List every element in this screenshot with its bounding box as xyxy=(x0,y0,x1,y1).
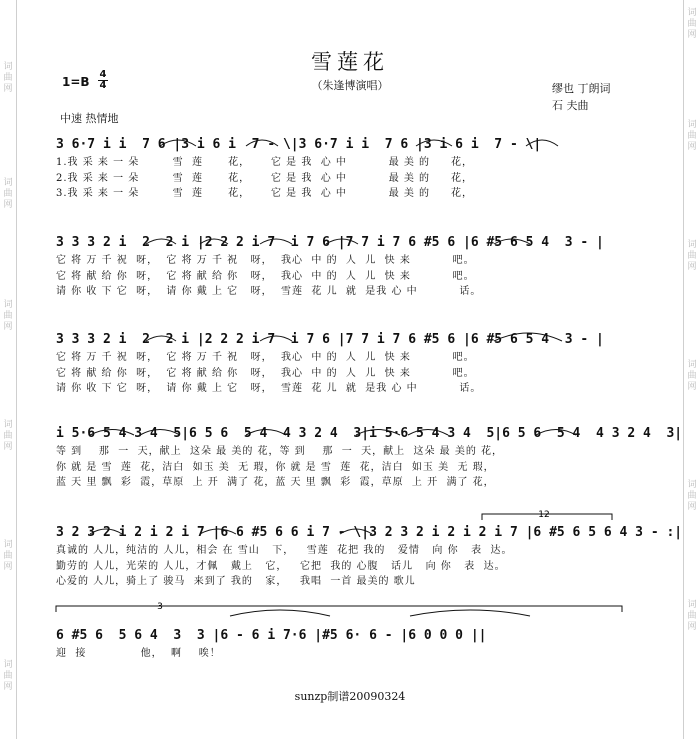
notation-line: 3 3 3 2 i 2 2 i |2 2 2 i 7 i 7 6 |7 7 i 7 6 #5 6 |6 #5 6 5 4 3 - | xyxy=(56,332,604,347)
watermark: 词曲网 xyxy=(687,600,697,632)
watermark: 词曲网 xyxy=(687,240,697,272)
lyric-line: 2.我 采 来 一 朵 雪 莲 花， 它 是 我 心 中 最 美 的 花， xyxy=(56,172,473,184)
notation-line: 3 3 3 2 i 2 2 i |2 2 2 i 7 i 7 6 |7 7 i 7 6 #5 6 |6 #5 6 5 4 3 - | xyxy=(56,235,604,250)
watermark: 词曲网 xyxy=(3,62,13,94)
slur-mark xyxy=(246,140,278,146)
tuplet-label: 3 xyxy=(157,602,163,612)
tuplet-bracket xyxy=(56,606,622,612)
lyric-line: 真诚的 人儿，纯洁的 人儿，相会 在 雪山 下， 雪莲 花把 我的 爱情 向 你 表 达。 xyxy=(56,545,513,556)
slur-mark xyxy=(260,336,292,341)
lyric-line: 它 将 万 千 祝 呀， 它 将 万 千 祝 呀， 我心 中 的 人 儿 快 来 吧。 xyxy=(56,352,475,363)
tuplet-label: 12 xyxy=(538,510,550,520)
slur-mark xyxy=(200,529,236,534)
slur-mark xyxy=(526,140,558,146)
lyricist-credit: 缪也 丁朗词 xyxy=(552,82,611,95)
slur-mark xyxy=(326,239,358,244)
slur-mark xyxy=(200,239,228,244)
watermark: 词曲网 xyxy=(687,120,697,152)
notation-line: i 5·6 5 4 3 4 5|6 5 6 5 4 4 3 2 4 3|i 5·6 5 4 3 4 5|6 5 6 5 4 4 3 2 4 3| xyxy=(56,426,683,441)
slur-mark xyxy=(90,430,134,436)
slur-mark xyxy=(340,529,372,534)
slur-mark xyxy=(146,336,176,341)
lyric-line: 请 你 收 下 它 呀， 请 你 戴 上 它 呀， 雪莲 花 儿 就 是我 心 中 话。 xyxy=(56,286,482,297)
lyric-line: 1.我 采 来 一 朵 雪 莲 花， 它 是 我 心 中 最 美 的 花， xyxy=(56,157,473,168)
watermark: 词曲网 xyxy=(3,300,13,332)
lyric-line: 迎 接 他， 啊 唉！ xyxy=(56,648,221,659)
slur-mark xyxy=(408,430,448,436)
composer-credit: 石 夫曲 xyxy=(552,99,589,112)
watermark: 词曲网 xyxy=(3,178,13,210)
lyric-line: 3.我 采 来 一 朵 雪 莲 花， 它 是 我 心 中 最 美 的 花， xyxy=(56,188,473,199)
slur-mark xyxy=(416,140,452,146)
slur-mark xyxy=(410,610,530,616)
slur-mark xyxy=(536,430,576,436)
watermark: 词曲网 xyxy=(3,540,13,572)
watermark: 词曲网 xyxy=(687,360,697,392)
notation-line: 3 2 3 2 i 2 i 2 i 7 |6 6 #5 6 6 i 7 - \|3 2 3 2 i 2 i 2 i 7 |6 #5 6 5 6 4 3 - :| xyxy=(56,525,683,540)
lyric-line: 它 将 献 给 你 呀， 它 将 献 给 你 呀， 我心 中 的 人 儿 快 来 吧。 xyxy=(56,270,475,282)
lyric-line: 你 就 是 雪 莲 花，洁白 如玉 美 无 瑕，你 就 是 雪 莲 花，洁白 如玉 美 无 瑕， xyxy=(56,461,495,473)
watermark: 词曲网 xyxy=(3,420,13,452)
slur-mark xyxy=(230,610,330,616)
meter-bottom: 4 xyxy=(99,80,107,91)
singer-note: （朱逢博演唱） xyxy=(311,79,389,92)
watermark: 词曲网 xyxy=(3,660,13,692)
meter-top: 4 xyxy=(99,69,107,80)
slur-mark xyxy=(160,140,196,146)
lyric-line: 心爱的 人儿，骑上了 骏马 来到了 我的 家， 我唱 一首 最美的 歌儿 xyxy=(56,576,416,587)
slur-mark xyxy=(494,333,562,341)
lyric-line: 它 将 献 给 你 呀， 它 将 献 给 你 呀， 我心 中 的 人 儿 快 来 吧。 xyxy=(56,367,475,379)
lyric-line: 蓝 天 里 飘 彩 霞，草原 上 开 满了 花，蓝 天 里 飘 彩 霞，草原 上 开 满了 花， xyxy=(56,477,495,488)
lyric-line: 它 将 万 千 祝 呀， 它 将 万 千 祝 呀， 我心 中 的 人 儿 快 来 吧。 xyxy=(56,255,475,266)
slur-mark xyxy=(356,430,400,436)
transcriber-footer: sunzp制谱20090324 xyxy=(294,690,406,703)
slur-mark xyxy=(146,239,176,244)
lyric-line: 等 到 那 一 天，献上 这朵 最 美的 花，等 到 那 一 天，献上 这朵 最 美的 花， xyxy=(56,446,504,457)
slur-mark xyxy=(494,239,530,244)
lyric-line: 勤劳的 人儿，光荣的 人儿，才佩 戴上 它， 它把 我的 心腹 话儿 向 你 表 达。 xyxy=(56,560,506,572)
slur-mark xyxy=(90,529,122,534)
lyric-line: 请 你 收 下 它 呀， 请 你 戴 上 它 呀， 雪莲 花 儿 就 是我 心 中 话。 xyxy=(56,383,482,394)
notation-line: 3 6·7 i i 7 6 |3 i 6 i 7 - \|3 6·7 i i 7 6 |3 i 6 i 7 - \| xyxy=(56,137,542,152)
slur-mark xyxy=(246,430,286,436)
watermark: 词曲网 xyxy=(687,8,697,40)
watermark: 词曲网 xyxy=(687,480,697,512)
key-signature: 1=B xyxy=(62,75,90,89)
notation-line: 6 #5 6 5 6 4 3 3 |6 - 6 i 7·6 |#5 6· 6 - |6 0 0 0 || xyxy=(56,628,487,643)
tempo-marking: 中速 热情地 xyxy=(60,112,119,125)
slur-mark xyxy=(260,239,292,244)
song-title: 雪莲花 xyxy=(311,50,389,74)
slur-mark xyxy=(140,430,180,436)
